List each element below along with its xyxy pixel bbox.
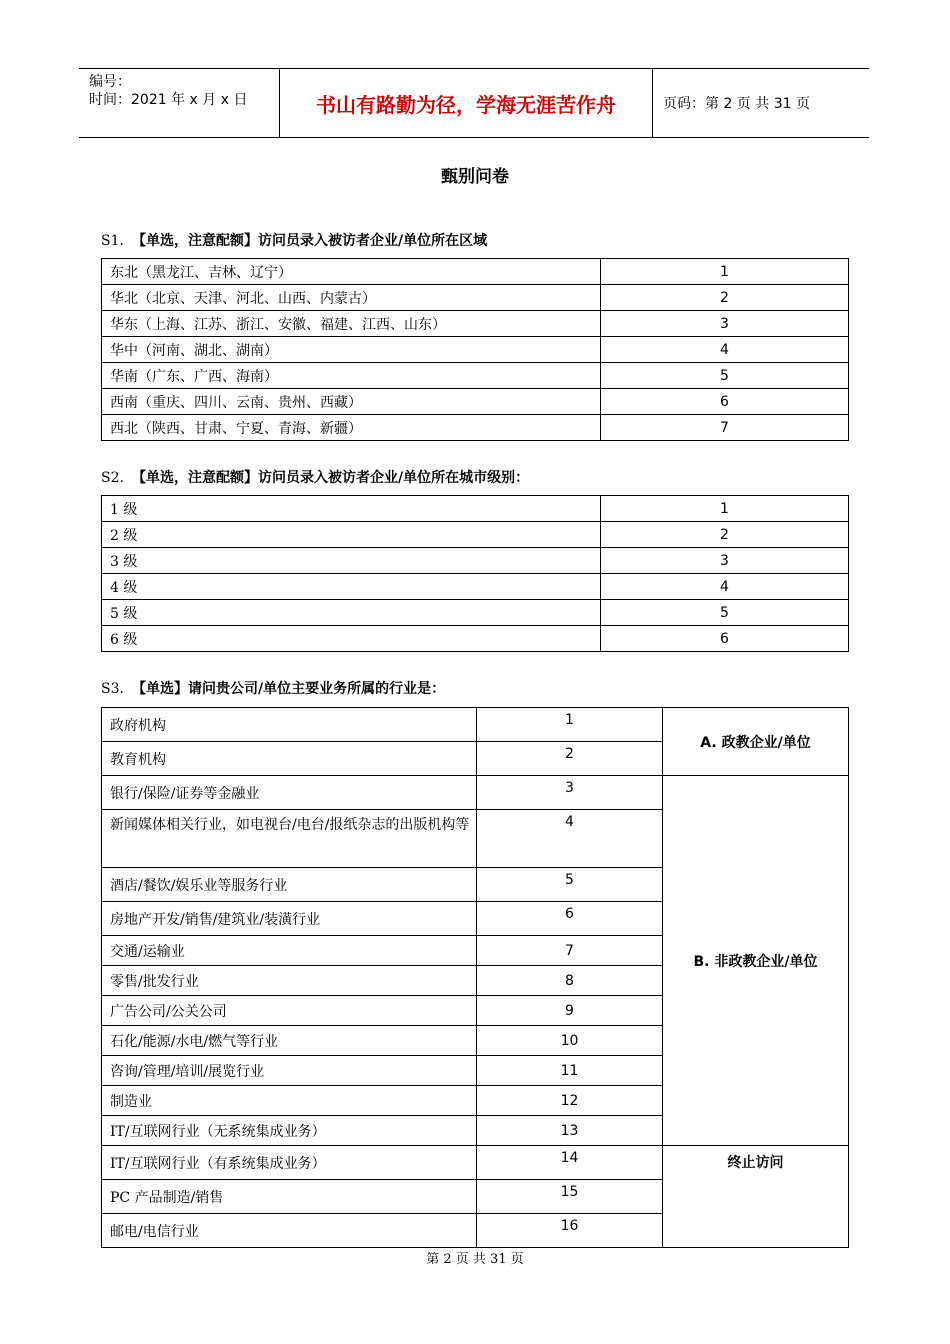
option-code: 1: [601, 259, 849, 285]
option-code: 2: [601, 522, 849, 548]
option-code: 1: [601, 496, 849, 522]
header-motto: 书山有路勤为径，学海无涯苦作舟: [280, 69, 653, 137]
table-row: [102, 285, 849, 311]
option-label: IT/互联网行业（无系统集成业务）: [102, 1116, 477, 1146]
option-label: 西南（重庆、四川、云南、贵州、西藏）: [102, 389, 601, 415]
table-row: [102, 259, 849, 285]
group-b-label: B. 非政教企业/单位: [663, 776, 849, 1146]
option-label: 东北（黑龙江、吉林、辽宁）: [102, 259, 601, 285]
table-row: [102, 363, 849, 389]
question-text: 【单选，注意配额】访问员录入被访者企业/单位所在区域: [131, 233, 488, 249]
option-code: 3: [477, 776, 663, 810]
option-label: 6 级: [102, 626, 601, 652]
table-s1: [101, 258, 849, 441]
option-label: 3 级: [102, 548, 601, 574]
option-code: 9: [477, 996, 663, 1026]
option-label: 新闻媒体相关行业，如电视台/电台/报纸杂志的出版机构等: [102, 810, 477, 868]
question-s2: [101, 467, 529, 487]
table-s2: [101, 495, 849, 652]
group-c-label: 终止访问: [663, 1146, 849, 1248]
table-row: [102, 522, 849, 548]
option-label: 5 级: [102, 600, 601, 626]
option-label: 制造业: [102, 1086, 477, 1116]
option-code: 13: [477, 1116, 663, 1146]
option-code: 3: [601, 311, 849, 337]
option-code: 4: [601, 574, 849, 600]
option-label: 西北（陕西、甘肃、宁夏、青海、新疆）: [102, 415, 601, 441]
header-page-info: 页码：第 2 页 共 31 页: [663, 96, 810, 112]
option-code: 2: [477, 742, 663, 776]
question-number: S3.: [101, 681, 124, 697]
option-label: 2 级: [102, 522, 601, 548]
header-code-label: 编号：: [89, 74, 131, 90]
option-label: 交通/运输业: [102, 936, 477, 966]
option-code: 6: [477, 902, 663, 936]
option-label: 华东（上海、江苏、浙江、安徽、福建、江西、山东）: [102, 311, 601, 337]
table-row: [102, 776, 849, 810]
option-code: 11: [477, 1056, 663, 1086]
page-header: [79, 68, 869, 138]
table-row: [102, 389, 849, 415]
question-s3: [101, 678, 445, 698]
option-code: 1: [477, 708, 663, 742]
option-code: 7: [477, 936, 663, 966]
table-row: [102, 626, 849, 652]
table-row: [102, 708, 849, 742]
option-code: 6: [601, 626, 849, 652]
question-number: S2.: [101, 470, 124, 486]
option-code: 4: [601, 337, 849, 363]
option-label: 华北（北京、天津、河北、山西、内蒙古）: [102, 285, 601, 311]
option-label: PC 产品制造/销售: [102, 1180, 477, 1214]
question-s1: [101, 230, 487, 250]
option-code: 4: [477, 810, 663, 868]
question-text: 【单选】请问贵公司/单位主要业务所属的行业是：: [131, 681, 446, 697]
table-row: [102, 1146, 849, 1180]
page-footer: 第 2 页 共 31 页: [426, 1252, 524, 1267]
option-label: 零售/批发行业: [102, 966, 477, 996]
document-title: 甄别问卷: [441, 167, 509, 187]
option-code: 14: [477, 1146, 663, 1180]
table-row: [102, 600, 849, 626]
table-s3: [101, 707, 849, 1248]
option-code: 7: [601, 415, 849, 441]
option-code: 16: [477, 1214, 663, 1248]
header-meta: [79, 69, 280, 137]
question-number: S1.: [101, 233, 124, 249]
option-code: 10: [477, 1026, 663, 1056]
option-label: 酒店/餐饮/娱乐业等服务行业: [102, 868, 477, 902]
option-label: 教育机构: [102, 742, 477, 776]
option-label: 石化/能源/水电/燃气等行业: [102, 1026, 477, 1056]
option-label: 1 级: [102, 496, 601, 522]
option-code: 15: [477, 1180, 663, 1214]
option-label: 房地产开发/销售/建筑业/装潢行业: [102, 902, 477, 936]
option-code: 5: [601, 600, 849, 626]
table-row: [102, 574, 849, 600]
option-code: 6: [601, 389, 849, 415]
option-label: 华南（广东、广西、海南）: [102, 363, 601, 389]
table-row: [102, 337, 849, 363]
option-label: 华中（河南、湖北、湖南）: [102, 337, 601, 363]
option-label: 政府机构: [102, 708, 477, 742]
option-label: 4 级: [102, 574, 601, 600]
option-label: 邮电/电信行业: [102, 1214, 477, 1248]
table-row: [102, 311, 849, 337]
option-code: 5: [601, 363, 849, 389]
option-code: 2: [601, 285, 849, 311]
option-code: 8: [477, 966, 663, 996]
option-label: 广告公司/公关公司: [102, 996, 477, 1026]
header-time-label: 时间：2021 年 x 月 x 日: [89, 92, 248, 108]
option-label: 银行/保险/证券等金融业: [102, 776, 477, 810]
group-a-label: A. 政教企业/单位: [663, 708, 849, 776]
question-text: 【单选，注意配额】访问员录入被访者企业/单位所在城市级别：: [131, 470, 530, 486]
option-label: 咨询/管理/培训/展览行业: [102, 1056, 477, 1086]
option-code: 3: [601, 548, 849, 574]
option-code: 12: [477, 1086, 663, 1116]
option-label: IT/互联网行业（有系统集成业务）: [102, 1146, 477, 1180]
table-row: [102, 548, 849, 574]
table-row: [102, 415, 849, 441]
table-row: [102, 496, 849, 522]
option-code: 5: [477, 868, 663, 902]
